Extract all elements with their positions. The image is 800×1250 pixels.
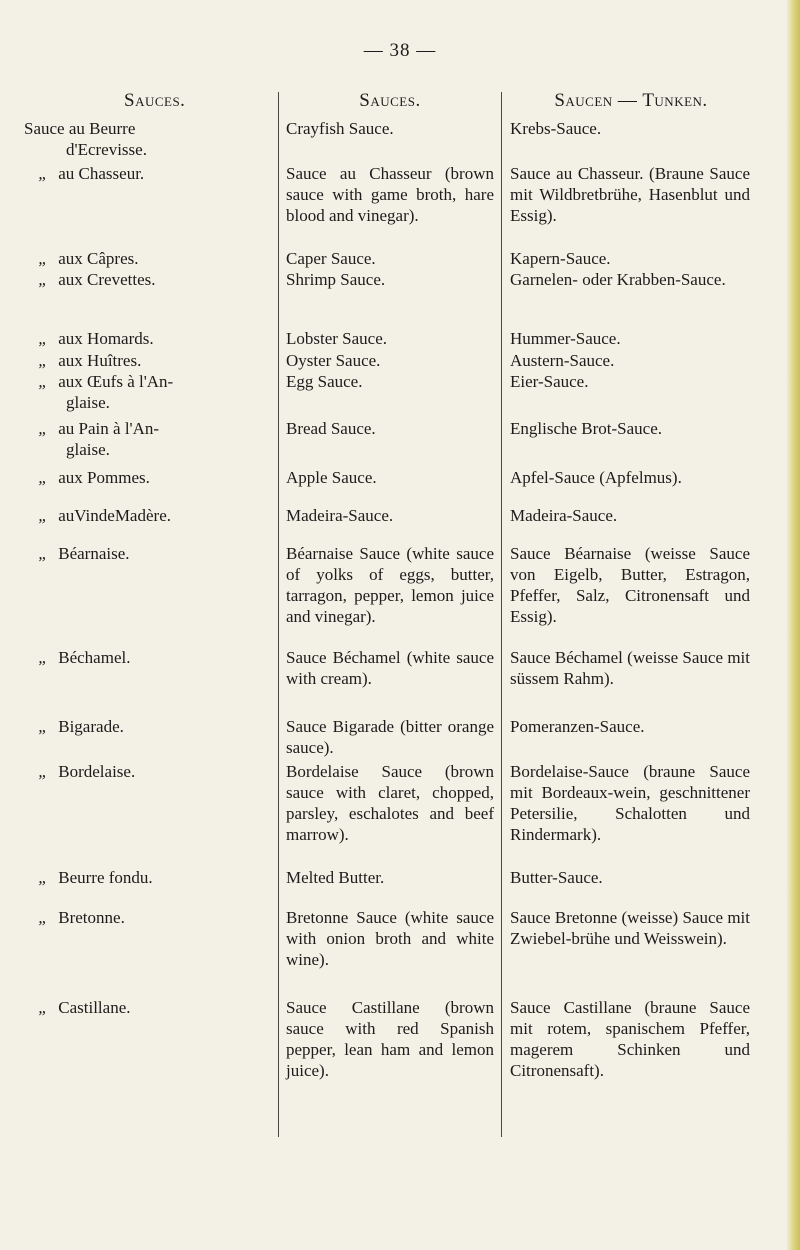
row-de: Krebs-Sauce.: [510, 119, 602, 138]
row-fr: „ Béarnaise.: [38, 544, 130, 563]
row-en: Oyster Sauce.: [286, 351, 381, 370]
row-de: Sauce Castillane (braune Sauce mit rotem, spanischem Pfeffer, magerem Schinken und Citronensaft).: [510, 998, 750, 1080]
row-de: Madeira-Sauce.: [510, 506, 618, 525]
row-en: Apple Sauce.: [286, 468, 377, 487]
row-de: Garnelen- oder Krabben-Sauce.: [510, 270, 726, 289]
row-en: Bretonne Sauce (white sauce with onion broth and white wine).: [286, 908, 494, 969]
row-en: Lobster Sauce.: [286, 329, 388, 348]
row-en: Sauce Castillane (brown sauce with red Spanish pepper, lean ham and lemon juice).: [286, 998, 494, 1080]
row-fr: „ au Chasseur.: [38, 164, 145, 183]
row-en: Sauce au Chasseur (brown sauce with game broth, hare blood and vinegar).: [286, 164, 494, 225]
row-de: Sauce Bretonne (weisse) Sauce mit Zwiebel-brühe und Weisswein).: [510, 908, 750, 948]
column-divider-right: [501, 92, 502, 1137]
page-edge: [786, 0, 800, 1250]
row-fr: „ aux Câpres.: [38, 249, 139, 268]
row-de: Austern-Sauce.: [510, 351, 615, 370]
row-fr: „ Bigarade.: [38, 717, 124, 736]
row-en: Caper Sauce.: [286, 249, 376, 268]
row-de: Sauce Béchamel (weisse Sauce mit süssem Rahm).: [510, 648, 750, 688]
row-en: Sauce Bigarade (bitter orange sauce).: [286, 717, 494, 757]
row-de: Kapern-Sauce.: [510, 249, 611, 268]
row-de: Sauce Béarnaise (weisse Sauce von Eigelb, Butter, Estragon, Pfeffer, Salz, Citronensaft und Essig).: [510, 544, 750, 626]
row-fr: „ aux Crevettes.: [38, 270, 156, 289]
row-fr: „ Bordelaise.: [38, 762, 136, 781]
header-german: Saucen — Tunken.: [554, 90, 708, 111]
row-fr: „ Bretonne.: [38, 908, 125, 927]
row-de: Pomeranzen-Sauce.: [510, 717, 645, 736]
row-fr: „ aux Pommes.: [38, 468, 150, 487]
header-english: Sauces.: [359, 90, 421, 111]
row-en: Bordelaise Sauce (brown sauce with claret, chopped, parsley, eschalotes and beef marrow).: [286, 762, 494, 844]
row-fr: „ Béchamel.: [38, 648, 131, 667]
row-en: Sauce Béchamel (white sauce with cream).: [286, 648, 494, 688]
row-fr: „ Beurre fondu.: [38, 868, 153, 887]
row-en: Shrimp Sauce.: [286, 270, 386, 289]
column-divider-left: [278, 92, 279, 1137]
row-en: Melted Butter.: [286, 868, 385, 887]
row-fr: „ auVindeMadère.: [38, 506, 171, 525]
row-fr: Sauce au Beurre d'Ecrevisse.: [24, 119, 147, 159]
row-fr: „ aux Homards.: [38, 329, 154, 348]
row-en: Crayfish Sauce.: [286, 119, 394, 138]
row-de: Bordelaise-Sauce (braune Sauce mit Bordeaux-wein, geschnittener Petersilie, Schalotten und Rindermark).: [510, 762, 750, 844]
page-number: — 38 —: [363, 40, 437, 61]
header-french: Sauces.: [124, 90, 186, 111]
row-de: Englische Brot-Sauce.: [510, 419, 663, 438]
row-fr: „ aux Œufs à l'An- glaise.: [38, 372, 174, 412]
row-fr: „ Castillane.: [38, 998, 131, 1017]
row-fr: „ au Pain à l'An- glaise.: [38, 419, 160, 459]
row-de: Sauce au Chasseur. (Braune Sauce mit Wildbretbrühe, Hasenblut und Essig).: [510, 164, 750, 225]
row-de: Apfel-Sauce (Apfelmus).: [510, 468, 682, 487]
row-en: Egg Sauce.: [286, 372, 363, 391]
row-de: Butter-Sauce.: [510, 868, 603, 887]
row-de: Hummer-Sauce.: [510, 329, 621, 348]
row-en: Bread Sauce.: [286, 419, 376, 438]
row-fr: „ aux Huîtres.: [38, 351, 142, 370]
row-en: Béarnaise Sauce (white sauce of yolks of eggs, butter, tarragon, pepper, lemon juice and vinegar).: [286, 544, 494, 626]
row-en: Madeira-Sauce.: [286, 506, 394, 525]
row-de: Eier-Sauce.: [510, 372, 589, 391]
